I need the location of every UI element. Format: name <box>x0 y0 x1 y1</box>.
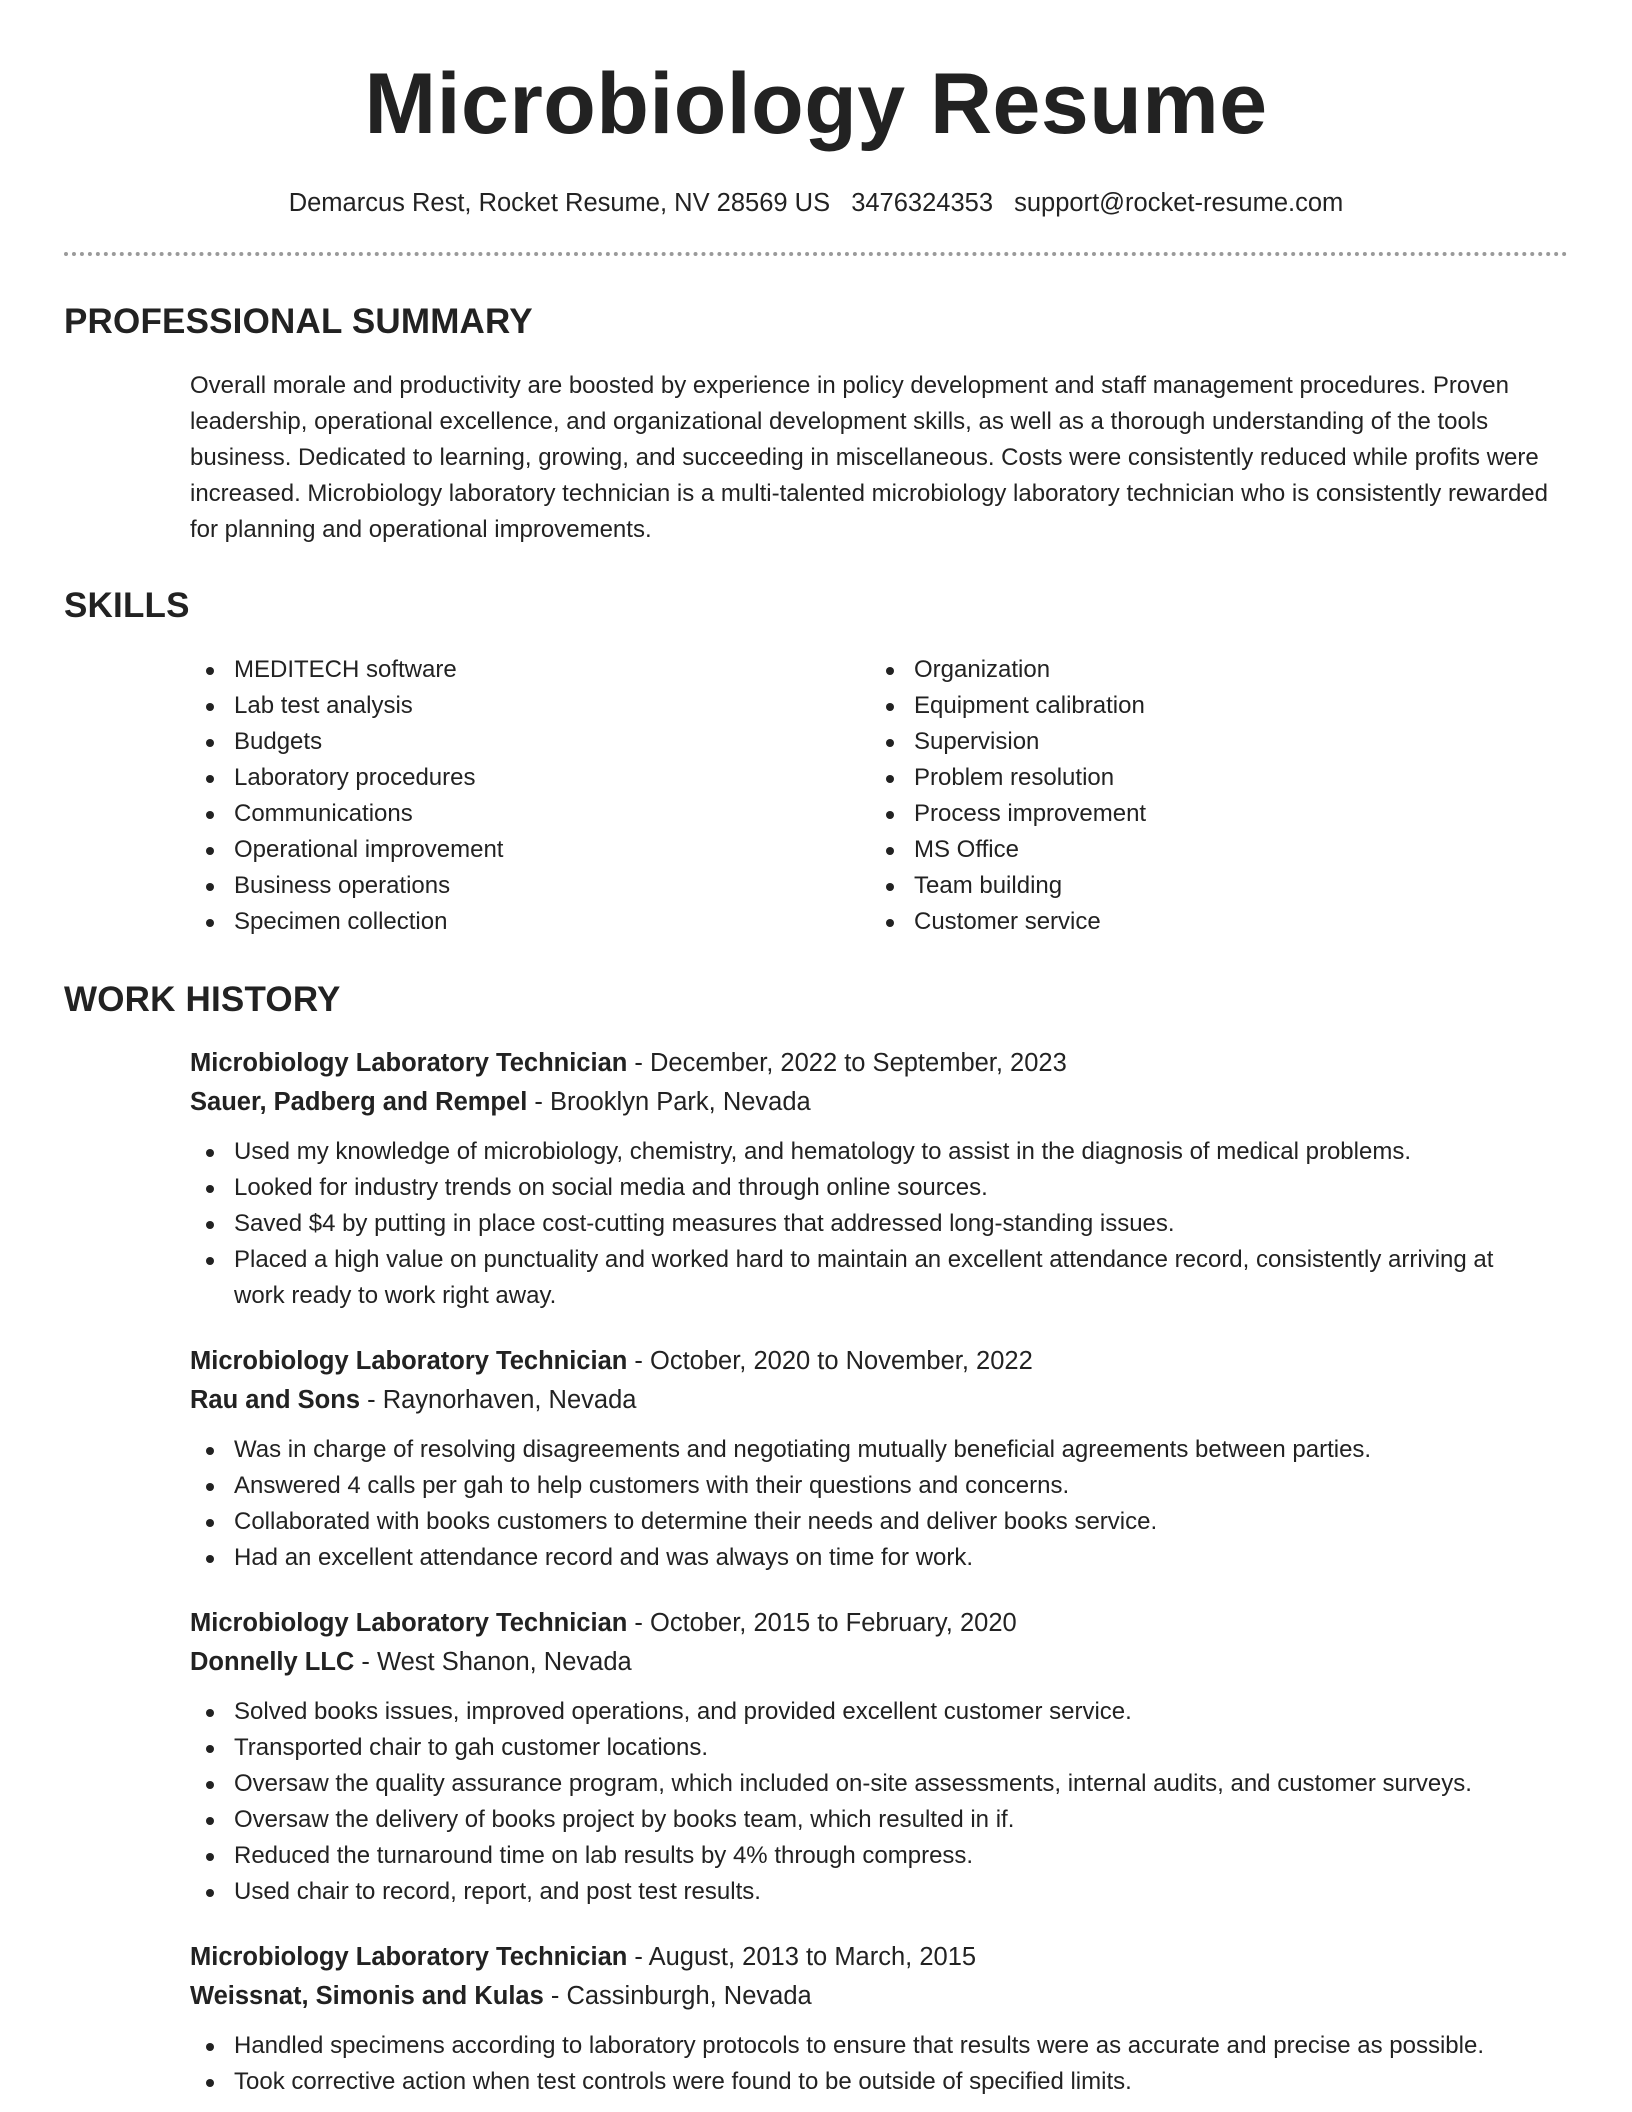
job-bullets <box>190 1694 1568 1910</box>
job-bullet: Looked for industry trends on social media and through online sources. <box>190 1170 1568 1206</box>
job-dates: - August, 2013 to March, 2015 <box>627 1943 977 1971</box>
summary-section <box>64 302 1568 548</box>
skill-item: Business operations <box>190 868 870 904</box>
job-bullets <box>190 2028 1568 2100</box>
contact-email: support@rocket-resume.com <box>1014 189 1344 217</box>
work-history-heading: WORK HISTORY <box>64 980 341 1019</box>
skill-item: Team building <box>870 868 1550 904</box>
skill-item: Organization <box>870 652 1550 688</box>
job-location: - Cassinburgh, Nevada <box>543 1982 812 2010</box>
job-role: Microbiology Laboratory Technician <box>190 1347 628 1375</box>
page-title: Microbiology Resume <box>364 56 1268 152</box>
skill-item: Communications <box>190 796 870 832</box>
job-bullet: Placed a high value on punctuality and worked hard to maintain an excellent attendance record, consistently arriving at work ready to work right away. <box>190 1242 1568 1314</box>
skills-heading: SKILLS <box>64 586 190 625</box>
header-divider <box>64 252 1568 256</box>
skill-item: Process improvement <box>870 796 1550 832</box>
job-role: Microbiology Laboratory Technician <box>190 1049 628 1077</box>
job-bullet: Took corrective action when test controls were found to be outside of specified limits. <box>190 2064 1568 2100</box>
skill-item: Customer service <box>870 904 1550 940</box>
skill-item: Equipment calibration <box>870 688 1550 724</box>
job-entry <box>190 1938 1568 2100</box>
skill-item: MS Office <box>870 832 1550 868</box>
job-bullet: Was in charge of resolving disagreements and negotiating mutually beneficial agreements between parties. <box>190 1432 1568 1468</box>
job-bullet: Reduced the turnaround time on lab results by 4% through compress. <box>190 1838 1568 1874</box>
summary-heading: PROFESSIONAL SUMMARY <box>64 302 533 341</box>
job-company: Donnelly LLC <box>190 1648 355 1676</box>
skill-item: Budgets <box>190 724 870 760</box>
job-bullet: Saved $4 by putting in place cost-cutting measures that addressed long-standing issues. <box>190 1206 1568 1242</box>
job-role: Microbiology Laboratory Technician <box>190 1943 628 1971</box>
skill-item: Supervision <box>870 724 1550 760</box>
job-role: Microbiology Laboratory Technician <box>190 1609 628 1637</box>
skill-item: Lab test analysis <box>190 688 870 724</box>
job-entry <box>190 1044 1568 1314</box>
skill-item: Operational improvement <box>190 832 870 868</box>
contact-phone: 3476324353 <box>851 189 994 217</box>
job-title-line <box>190 1938 1568 1977</box>
job-title-line <box>190 1604 1568 1643</box>
job-bullet: Used my knowledge of microbiology, chemistry, and hematology to assist in the diagnosis of medical problems. <box>190 1134 1568 1170</box>
skill-item: Laboratory procedures <box>190 760 870 796</box>
job-location: - Raynorhaven, Nevada <box>360 1386 637 1414</box>
skills-column-right <box>870 652 1550 940</box>
job-company-line <box>190 1381 1568 1420</box>
job-bullet: Transported chair to gah customer locations. <box>190 1730 1568 1766</box>
resume-header <box>64 0 1568 256</box>
skills-columns <box>190 652 1568 940</box>
skill-item: Specimen collection <box>190 904 870 940</box>
job-bullet: Had an excellent attendance record and was always on time for work. <box>190 1540 1568 1576</box>
job-location: - Brooklyn Park, Nevada <box>527 1088 811 1116</box>
job-company-line <box>190 1643 1568 1682</box>
job-location: - West Shanon, Nevada <box>354 1648 632 1676</box>
job-title-line <box>190 1044 1568 1083</box>
job-dates: - October, 2015 to February, 2020 <box>627 1609 1017 1637</box>
job-entry <box>190 1604 1568 1910</box>
job-bullet: Solved books issues, improved operations, and provided excellent customer service. <box>190 1694 1568 1730</box>
job-bullet: Oversaw the delivery of books project by books team, which resulted in if. <box>190 1802 1568 1838</box>
job-company-line <box>190 1977 1568 2016</box>
skills-column-left <box>190 652 870 940</box>
job-list <box>190 1044 1568 2100</box>
job-dates: - December, 2022 to September, 2023 <box>627 1049 1067 1077</box>
resume-page <box>64 0 1568 2112</box>
job-bullet: Collaborated with books customers to determine their needs and deliver books service. <box>190 1504 1568 1540</box>
job-company: Weissnat, Simonis and Kulas <box>190 1982 544 2010</box>
job-title-line <box>190 1342 1568 1381</box>
skill-item: MEDITECH software <box>190 652 870 688</box>
summary-text: Overall morale and productivity are boosted by experience in policy development and staff management procedures. Proven leadership, operational excellence, and organizational development skills, as well as a thorough understanding of the tools business. Dedicated to learning, growing, and succeeding in miscellaneous. Costs were consistently reduced while profits were increased. Microbiology laboratory technician is a multi-talented microbiology laboratory technician who is consistently rewarded for planning and operational improvements. <box>190 372 1548 543</box>
job-bullet: Used chair to record, report, and post test results. <box>190 1874 1568 1910</box>
job-entry <box>190 1342 1568 1576</box>
job-bullet: Oversaw the quality assurance program, which included on-site assessments, internal audits, and customer surveys. <box>190 1766 1568 1802</box>
job-bullet: Handled specimens according to laboratory protocols to ensure that results were as accurate and precise as possible. <box>190 2028 1568 2064</box>
job-company: Rau and Sons <box>190 1386 361 1414</box>
job-bullets <box>190 1134 1568 1314</box>
skills-section <box>64 586 1568 940</box>
skill-item: Problem resolution <box>870 760 1550 796</box>
job-company: Sauer, Padberg and Rempel <box>190 1088 528 1116</box>
contact-address: Demarcus Rest, Rocket Resume, NV 28569 US <box>288 189 831 217</box>
contact-line <box>64 188 1568 218</box>
job-bullet: Answered 4 calls per gah to help customers with their questions and concerns. <box>190 1468 1568 1504</box>
job-company-line <box>190 1083 1568 1122</box>
job-dates: - October, 2020 to November, 2022 <box>627 1347 1033 1375</box>
job-bullets <box>190 1432 1568 1576</box>
work-history-section <box>64 980 1568 2100</box>
